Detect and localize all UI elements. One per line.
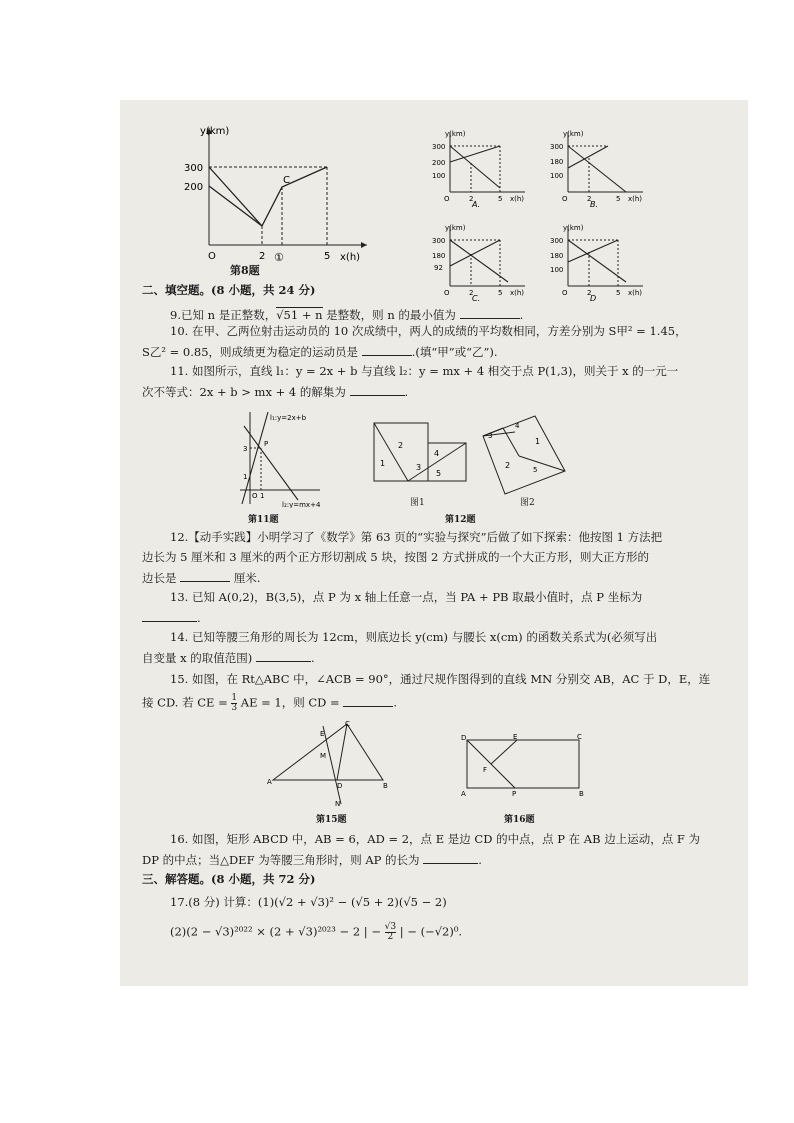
fig8-x-label: x(h)	[340, 252, 361, 263]
q10-line2-text: S乙² = 0.85，则成绩更为稳定的运动员是	[142, 345, 359, 359]
fig11-point-p: P	[264, 440, 269, 448]
q11-answer-blank[interactable]	[350, 384, 405, 396]
option-a-x-axis: x(h)	[510, 195, 525, 203]
option-c-xtick-2: 2	[469, 289, 474, 297]
q10-line2-end: .(填“甲”或“乙”).	[411, 345, 498, 359]
fig12-img2-piece-5: 5	[533, 466, 538, 474]
option-d-label: D	[590, 294, 597, 302]
option-a-xtick-2: 2	[469, 195, 474, 203]
q14-line2-end: .	[310, 651, 315, 665]
option-b-ytick-180: 180	[550, 158, 564, 166]
q13-line2-end: .	[197, 611, 201, 625]
fig11-origin: O	[252, 492, 258, 500]
option-a-ytick-200: 200	[432, 159, 446, 167]
option-a-ytick-100: 100	[432, 172, 446, 180]
option-c-origin: O	[444, 289, 450, 297]
q17-line2-b: | − (−√2)⁰.	[399, 924, 463, 939]
fig11-xtick-1: 1	[260, 492, 265, 500]
figure-12-image-1	[370, 418, 470, 488]
fig12-img2-piece-3: 3	[488, 432, 493, 440]
figure-15-triangle	[265, 718, 395, 808]
option-a-origin: O	[444, 195, 450, 203]
q9-text-b: 是整数，则 n 的最小值为	[322, 308, 456, 322]
q9-answer-blank[interactable]	[460, 307, 520, 319]
q12-line3-a: 边长是	[142, 571, 177, 585]
option-d-ytick-100: 100	[550, 266, 564, 274]
option-d-origin: O	[562, 289, 568, 297]
question-12-line1: 12.【动手实践】小明学习了《数学》第 63 页的“实验与探究”后做了如下探索：他按图 1 方法把	[170, 530, 663, 544]
fig16-label-a: A	[461, 790, 466, 798]
option-b-xtick-5: 5	[616, 195, 621, 203]
question-17-line1: 17.(8 分) 计算：(1)(√2 + √3)² − (√5 + 2)(√5 − 2)	[170, 895, 447, 909]
option-a-xtick-5: 5	[498, 195, 503, 203]
q16-line2-end: .	[478, 853, 482, 867]
fig12-caption: 第12题	[445, 515, 476, 525]
q9-text-a: 9.已知 n 是正整数，	[170, 308, 277, 322]
question-13-line2	[142, 610, 201, 626]
fig15-caption: 第15题	[316, 815, 347, 825]
fig15-label-a: A	[267, 778, 272, 786]
fig11-l2-label: l₂:y=mx+4	[282, 501, 321, 508]
q17-line2-a: (2)(2 − √3)²⁰²² × (2 + √3)²⁰²³ − 2 | −	[170, 924, 381, 939]
option-b-ytick-300: 300	[550, 143, 564, 151]
question-15-line1: 15. 如图，在 Rt△ABC 中，∠ACB = 90°，通过尺规作图得到的直线 MN 分别交 AB，AC 于 D，E，连	[170, 672, 711, 686]
option-c-ytick-180: 180	[432, 252, 446, 260]
fig12-img1-piece-2: 2	[398, 441, 404, 450]
option-b-label: B.	[590, 200, 599, 208]
fig16-label-p: P	[512, 790, 517, 798]
question-12-line3	[142, 570, 260, 586]
question-10-line2	[142, 344, 498, 360]
fig11-ytick-3: 3	[243, 445, 248, 453]
option-d-graph	[548, 222, 658, 302]
option-a-label: A.	[472, 200, 481, 208]
fig16-label-f: F	[483, 766, 488, 774]
question-12-line2: 边长为 5 厘米和 3 厘米的两个正方形切割成 5 块，按图 2 方式拼成的一个大正方形，则大正方形的	[142, 550, 650, 564]
fig12-img1-piece-4: 4	[434, 449, 440, 458]
fig8-origin: O	[208, 251, 216, 262]
fig16-label-c: C	[577, 733, 582, 741]
figure-12-image-2	[475, 406, 575, 501]
question-11-line2	[142, 384, 408, 400]
fig12-img1-piece-1: 1	[380, 459, 386, 468]
question-17-line2	[170, 923, 462, 942]
fig8-point-c: C	[283, 175, 290, 186]
figure-16-rectangle	[455, 730, 595, 800]
option-b-ytick-100: 100	[550, 172, 564, 180]
question-15-line2	[142, 694, 397, 713]
option-b-origin: O	[562, 195, 568, 203]
option-a-y-axis: y(km)	[445, 130, 466, 138]
q10-answer-blank[interactable]	[362, 344, 412, 356]
q17-frac-num: √3	[384, 922, 397, 932]
q12-answer-blank[interactable]	[180, 570, 230, 582]
fig8-y-label: y(km)	[200, 126, 230, 137]
option-b-y-axis: y(km)	[563, 130, 584, 138]
fig11-caption: 第11题	[248, 515, 279, 525]
option-c-x-axis: x(h)	[510, 289, 525, 297]
fig12-img1-piece-5: 5	[436, 469, 442, 478]
q15-answer-blank[interactable]	[343, 695, 393, 707]
q11-line2-end: .	[404, 385, 409, 399]
fig8-ytick-300: 300	[184, 163, 204, 174]
option-a-ytick-300: 300	[432, 143, 446, 151]
q15-frac-num: 1	[231, 693, 238, 703]
q11-line2-text: 次不等式：2x + b > mx + 4 的解集为	[142, 385, 346, 399]
fig15-label-d: D	[337, 782, 343, 790]
option-d-ytick-180: 180	[550, 252, 564, 260]
option-c-y-axis: y(km)	[445, 224, 466, 232]
fig11-l1-label: l₁:y=2x+b	[270, 414, 307, 422]
fig8-caption: 第8题	[230, 264, 260, 277]
fig12-img1-piece-3: 3	[416, 463, 422, 472]
q15-line2-a: 接 CD. 若 CE =	[142, 695, 228, 710]
q14-answer-blank[interactable]	[256, 650, 311, 662]
figure-11-graph	[220, 408, 330, 508]
option-d-xtick-5: 5	[616, 289, 621, 297]
q17-frac-den: 2	[387, 932, 394, 942]
option-d-xtick-2: 2	[587, 289, 592, 297]
fig8-circle-label: ①	[274, 251, 284, 264]
question-14-line2	[142, 650, 315, 666]
option-b-x-axis: x(h)	[628, 195, 643, 203]
question-14-line1: 14. 已知等腰三角形的周长为 12cm，则底边长 y(cm) 与腰长 x(cm) 的函数关系式为(必须写出	[170, 630, 658, 644]
question-11-line1: 11. 如图所示，直线 l₁：y = 2x + b 与直线 l₂：y = mx + 4 相交于点 P(1,3)，则关于 x 的一元一	[170, 364, 679, 378]
option-c-ytick-300: 300	[432, 237, 446, 245]
question-13-line1: 13. 已知 A(0,2)，B(3,5)，点 P 为 x 轴上任意一点，当 PA + PB 取最小值时，点 P 坐标为	[170, 590, 643, 604]
option-a-graph	[430, 128, 540, 208]
q16-line2-text: DP 的中点；当△DEF 为等腰三角形时，则 AP 的长为	[142, 853, 420, 867]
fig15-label-c: C	[345, 720, 350, 728]
q14-line2-text: 自变量 x 的取值范围)	[142, 651, 253, 665]
section-2-heading: 二、填空题。(8 小题，共 24 分)	[142, 283, 316, 297]
fig15-label-e: E	[320, 730, 325, 738]
fig16-label-b: B	[579, 790, 584, 798]
question-10-line1: 10. 在甲、乙两位射击运动员的 10 次成绩中，两人的成绩的平均数相同，方差分别为 S甲² = 1.45，	[170, 324, 687, 338]
fig8-ytick-200: 200	[184, 182, 204, 193]
fig11-ytick-1: 1	[243, 473, 248, 481]
fig15-label-m: M	[320, 752, 327, 760]
section-3-heading: 三、解答题。(8 小题，共 72 分)	[142, 872, 316, 886]
fig15-label-n: N	[335, 800, 341, 808]
q15-fraction	[231, 694, 237, 713]
q15-frac-den: 3	[231, 703, 238, 713]
q15-line2-b: AE = 1，则 CD =	[240, 695, 340, 710]
option-c-ytick-92: 92	[434, 264, 443, 272]
fig8-xtick-2: 2	[259, 251, 266, 262]
fig12-img2-piece-2: 2	[505, 461, 511, 470]
question-16-line2	[142, 852, 482, 868]
q9-end: .	[519, 308, 524, 322]
q17-fraction	[385, 923, 396, 942]
q15-line2-end: .	[393, 695, 398, 710]
fig12-image-2-label: 图2	[520, 498, 535, 508]
exam-sheet	[120, 100, 748, 986]
fig16-label-d: D	[461, 734, 467, 742]
q16-answer-blank[interactable]	[423, 852, 478, 864]
question-16-line1: 16. 如图，矩形 ABCD 中，AB = 6，AD = 2，点 E 是边 CD 的中点，点 P 在 AB 边上运动，点 F 为	[170, 832, 700, 846]
option-c-xtick-5: 5	[498, 289, 503, 297]
option-c-label: C.	[472, 294, 481, 302]
q9-root: √51 + n	[276, 308, 323, 322]
fig8-xtick-5: 5	[324, 251, 331, 262]
fig15-label-b: B	[383, 782, 388, 790]
fig16-label-e: E	[513, 733, 518, 741]
option-b-graph	[548, 128, 658, 208]
question-9	[170, 307, 523, 323]
fig16-caption: 第16题	[504, 815, 535, 825]
fig12-img2-piece-4: 4	[515, 422, 520, 430]
figure-8-graph	[172, 120, 372, 265]
option-c-graph	[430, 222, 540, 302]
fig12-image-1-label: 图1	[410, 498, 425, 508]
fig12-img2-piece-1: 1	[535, 437, 541, 446]
option-d-ytick-300: 300	[550, 237, 564, 245]
option-b-xtick-2: 2	[587, 195, 592, 203]
option-d-y-axis: y(km)	[563, 224, 584, 232]
q13-answer-blank[interactable]	[142, 610, 197, 622]
q12-line3-b: 厘米.	[233, 571, 261, 585]
option-d-x-axis: x(h)	[628, 289, 643, 297]
